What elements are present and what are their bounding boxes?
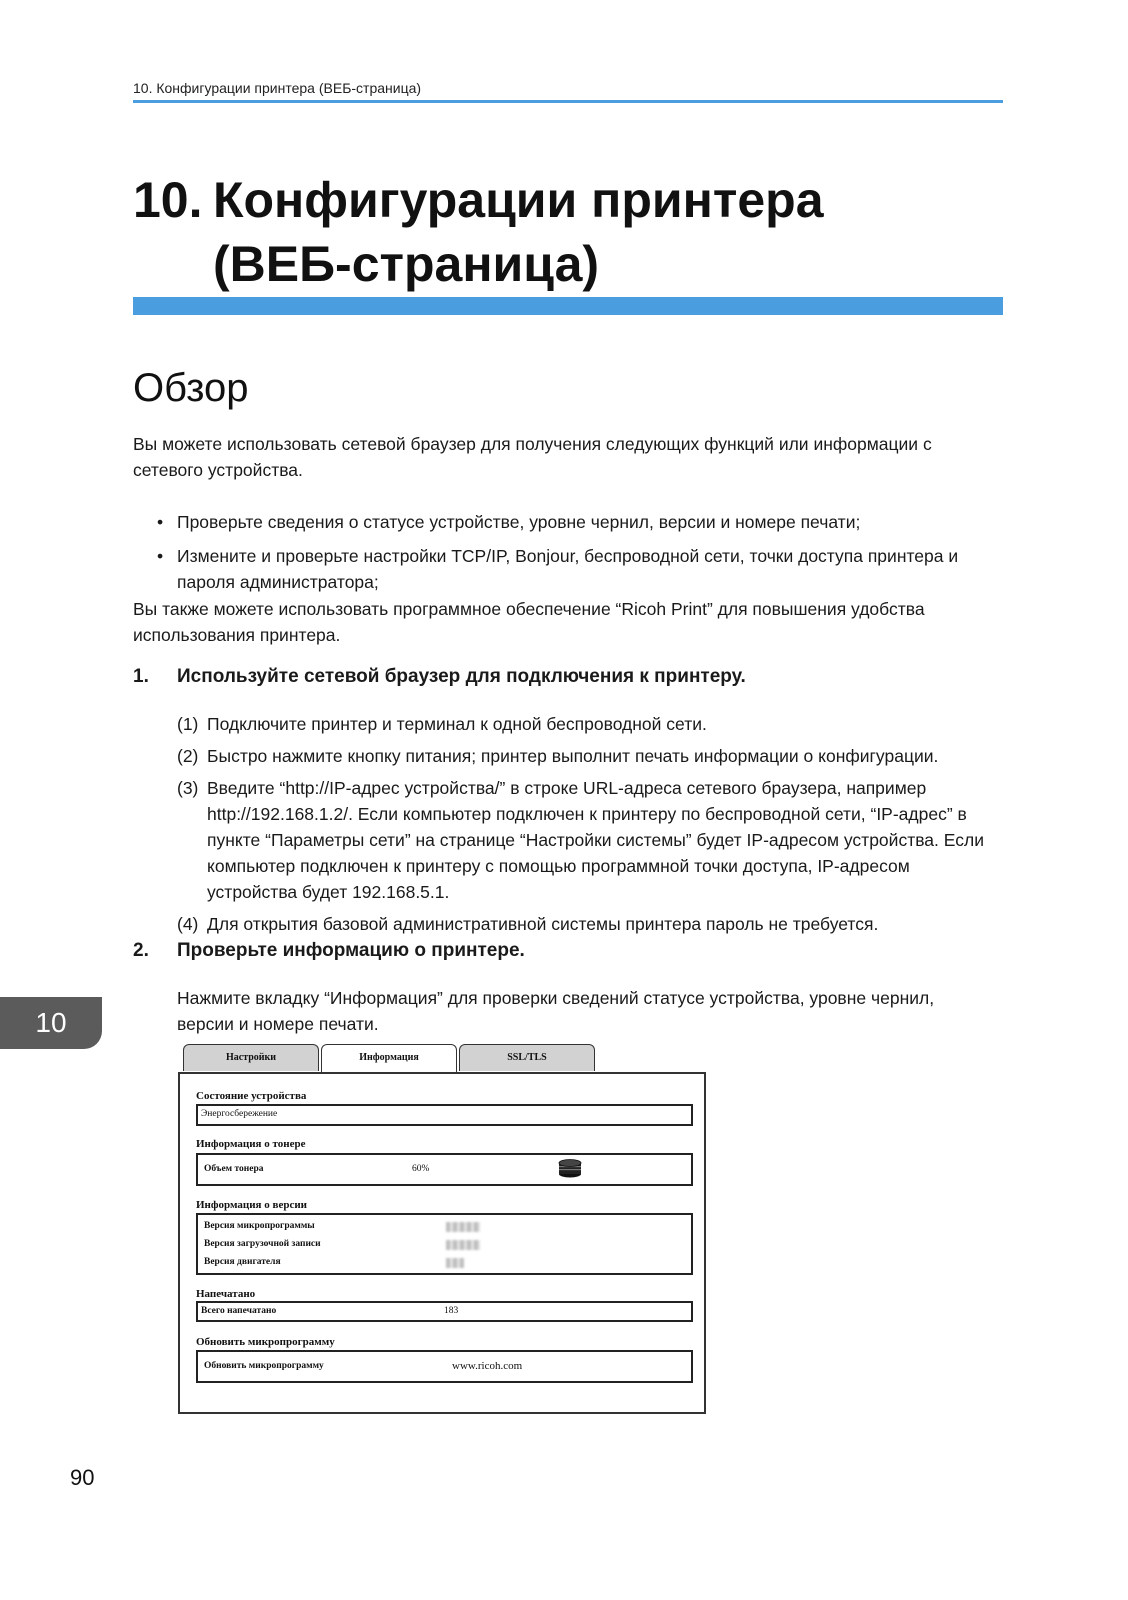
web-ui-screenshot xyxy=(178,1040,708,1415)
version-label: Версия загрузочной записи xyxy=(204,1239,321,1249)
version-label: Версия двигателя xyxy=(204,1257,281,1267)
printed-title: Напечатано xyxy=(196,1288,256,1300)
feature-list xyxy=(133,509,1003,603)
device-status-title: Состояние устройства xyxy=(196,1090,307,1102)
toner-info-title: Информация о тонере xyxy=(196,1138,306,1150)
device-status-value: Энергосбережение xyxy=(201,1109,278,1119)
substep-item xyxy=(177,775,1003,905)
toner-info-box xyxy=(196,1153,693,1186)
toner-value: 60% xyxy=(412,1164,430,1174)
tab-information[interactable]: Информация xyxy=(321,1044,457,1073)
substep-item xyxy=(177,711,1003,737)
substep-number: (1) xyxy=(177,714,199,734)
substep-text: Введите “http://IP-адрес устройства/” в строке URL-адреса сетевого браузера, например http://192.168.1.2/. Если компьютер подключен к принтеру по беспроводной сети, “IP-адрес” в пункте “Параметры сети” на странице “Настройки системы” будет IP-адресом устройства. Если компьютер подключен к принтеру с помощью программной точки доступа, IP-адресом устройства будет 192.168.5.1. xyxy=(207,778,984,902)
version-row xyxy=(198,1236,691,1254)
info-panel xyxy=(178,1072,706,1414)
substep-number: (2) xyxy=(177,746,199,766)
substep-text: Подключите принтер и терминал к одной беспроводной сети. xyxy=(207,714,707,734)
toner-cartridge-icon xyxy=(558,1158,582,1178)
step-2-text: Нажмите вкладку “Информация” для проверки сведений статусе устройства, уровне чернил, версии и номере печати. xyxy=(177,988,935,1034)
substep-number: (3) xyxy=(177,778,199,798)
toner-label: Объем тонера xyxy=(204,1164,264,1174)
chapter-title-line1: Конфигурации принтера xyxy=(213,172,824,228)
firmware-update-box xyxy=(196,1350,693,1383)
device-status-box xyxy=(196,1104,693,1126)
list-item xyxy=(133,509,1003,535)
chapter-title xyxy=(133,168,1003,296)
firmware-label: Обновить микропрограмму xyxy=(204,1361,324,1371)
step-title: Используйте сетевой браузер для подключения к принтеру. xyxy=(177,666,746,687)
list-item xyxy=(133,543,1003,595)
printed-label: Всего напечатано xyxy=(201,1306,277,1316)
version-row xyxy=(198,1218,691,1236)
blurred-value xyxy=(446,1240,480,1250)
blurred-value xyxy=(446,1222,480,1232)
printed-value: 183 xyxy=(444,1306,459,1316)
substep-item xyxy=(177,911,1003,937)
bullet-icon: • xyxy=(157,546,164,566)
bullet-icon: • xyxy=(157,512,164,532)
version-row xyxy=(198,1254,691,1272)
version-info-box xyxy=(196,1213,693,1275)
substep-list xyxy=(177,711,1003,943)
page-number: 90 xyxy=(70,1465,95,1490)
tab-ssl-tls[interactable]: SSL/TLS xyxy=(459,1044,595,1071)
substep-text: Быстро нажмите кнопку питания; принтер выполнит печать информации о конфигурации. xyxy=(207,746,939,766)
tab-bar xyxy=(183,1044,597,1072)
substep-text: Для открытия базовой административной системы принтера пароль не требуется. xyxy=(207,914,879,934)
list-item-text: Измените и проверьте настройки TCP/IP, Bonjour, беспроводной сети, точки доступа принтера и пароля администратора; xyxy=(177,546,959,592)
tab-settings[interactable]: Настройки xyxy=(183,1044,319,1071)
chapter-title-line2: (ВЕБ-страница) xyxy=(213,236,600,292)
outro-paragraph: Вы также можете использовать программное обеспечение “Ricoh Print” для повышения удобства использования принтера. xyxy=(133,599,925,645)
chapter-side-tab: 10 xyxy=(0,997,102,1049)
firmware-update-title: Обновить микропрограмму xyxy=(196,1336,335,1348)
substep-item xyxy=(177,743,1003,769)
step-number: 2. xyxy=(133,940,149,961)
running-header: 10. Конфигурации принтера (ВЕБ-страница) xyxy=(133,80,1003,103)
version-label: Версия микропрограммы xyxy=(204,1221,315,1231)
step-number: 1. xyxy=(133,666,149,687)
chapter-number: 10. xyxy=(133,172,203,228)
chapter-rule xyxy=(133,297,1003,315)
version-info-title: Информация о версии xyxy=(196,1199,307,1211)
substep-number: (4) xyxy=(177,914,199,934)
intro-paragraph: Вы можете использовать сетевой браузер для получения следующих функций или информации с сетевого устройства. xyxy=(133,434,932,480)
firmware-link[interactable]: www.ricoh.com xyxy=(452,1360,523,1372)
printed-box xyxy=(196,1301,693,1322)
step-1-heading xyxy=(133,664,1003,690)
list-item-text: Проверьте сведения о статусе устройстве, уровне чернил, версии и номере печати; xyxy=(177,512,861,532)
blurred-value xyxy=(446,1258,464,1268)
step-2-heading xyxy=(133,938,1003,964)
step-title: Проверьте информацию о принтере. xyxy=(177,940,525,961)
section-title: Обзор xyxy=(133,366,249,410)
